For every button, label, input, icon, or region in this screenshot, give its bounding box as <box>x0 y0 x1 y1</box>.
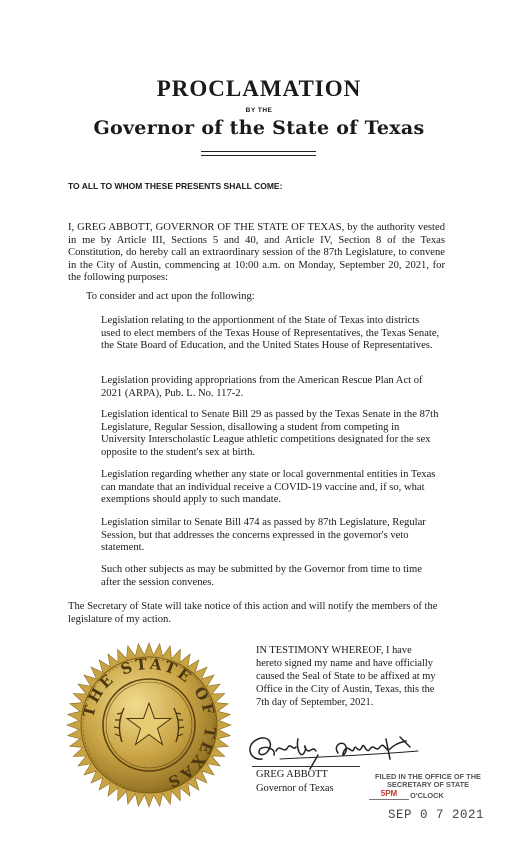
filing-stamp-date: SEP 0 7 2021 <box>388 808 485 822</box>
testimony-paragraph: IN TESTIMONY WHEREOF, I have hereto signed my name and have officially caused the Seal of State to be affixed at my Office in the City of Austin, Texas, this the 7th day of September, 2021. <box>256 645 436 708</box>
signer-title: Governor of Texas <box>256 783 334 794</box>
state-seal-icon <box>64 640 234 810</box>
intro-paragraph: I, GREG ABBOTT, GOVERNOR OF THE STATE OF TEXAS, by the authority vested in me by Article III, Sections 5 and 40, and Article IV, Section 8 of the Texas Constitution, do hereby call an extraordinary session of the 87th Legislature, to convene in the City of Austin, commencing at 10:00 a.m. on Monday, September 20, 2021, for the following purposes: <box>68 222 445 284</box>
filing-stamp-oclock: O'CLOCK <box>410 791 444 800</box>
seal-text: THE STATE OF TEXAS <box>79 654 220 793</box>
header-rule-top <box>201 151 316 152</box>
header-rule-bottom <box>201 155 316 156</box>
salutation: TO ALL TO WHOM THESE PRESENTS SHALL COME: <box>68 181 283 191</box>
purpose-item: Such other subjects as may be submitted by the Governor from time to time after the session convenes. <box>101 564 422 588</box>
purpose-item: Legislation providing appropriations from the American Rescue Plan Act of 2021 (ARPA), Pub. L. No. 117-2. <box>101 375 423 399</box>
document-title: PROCLAMATION <box>156 76 362 101</box>
closing-paragraph: The Secretary of State will take notice of this action and will notify the members of the legislature of my action. <box>68 601 438 625</box>
office-heading: Governor of the State of Texas <box>93 117 425 139</box>
purpose-item: Legislation relating to the apportionment of the State of Texas into districts used to elect members of the Texas House of Representatives, the Texas Senate, the State Board of Education, and the United States House of Representatives. <box>101 315 440 352</box>
filing-stamp-line1: FILED IN THE OFFICE OF THE <box>375 772 481 781</box>
signer-name: GREG ABBOTT <box>256 769 328 780</box>
signature-line <box>252 766 360 767</box>
filing-stamp-line2: SECRETARY OF STATE <box>386 780 470 789</box>
purpose-item: Legislation regarding whether any state or local governmental entities in Texas can mandate that an individual receive a COVID-19 vaccine and, if so, what exemptions should apply to such mandate. <box>101 469 436 506</box>
purpose-item: Legislation identical to Senate Bill 29 as passed by the Texas Senate in the 87th Legislature, Regular Session, disallowing a student from competing in University Interscholastic League athletic competitions designated for the sex opposite to the student's sex at birth. <box>101 409 439 458</box>
byline: BY THE <box>245 107 273 114</box>
filing-stamp-underline <box>369 799 409 800</box>
consider-line: To consider and act upon the following: <box>86 291 255 302</box>
filing-stamp-time: 5PM <box>380 789 398 798</box>
purpose-item: Legislation similar to Senate Bill 474 as passed by 87th Legislature, Regular Session, but that addresses the concerns expressed in the governor's veto statement. <box>101 517 426 554</box>
